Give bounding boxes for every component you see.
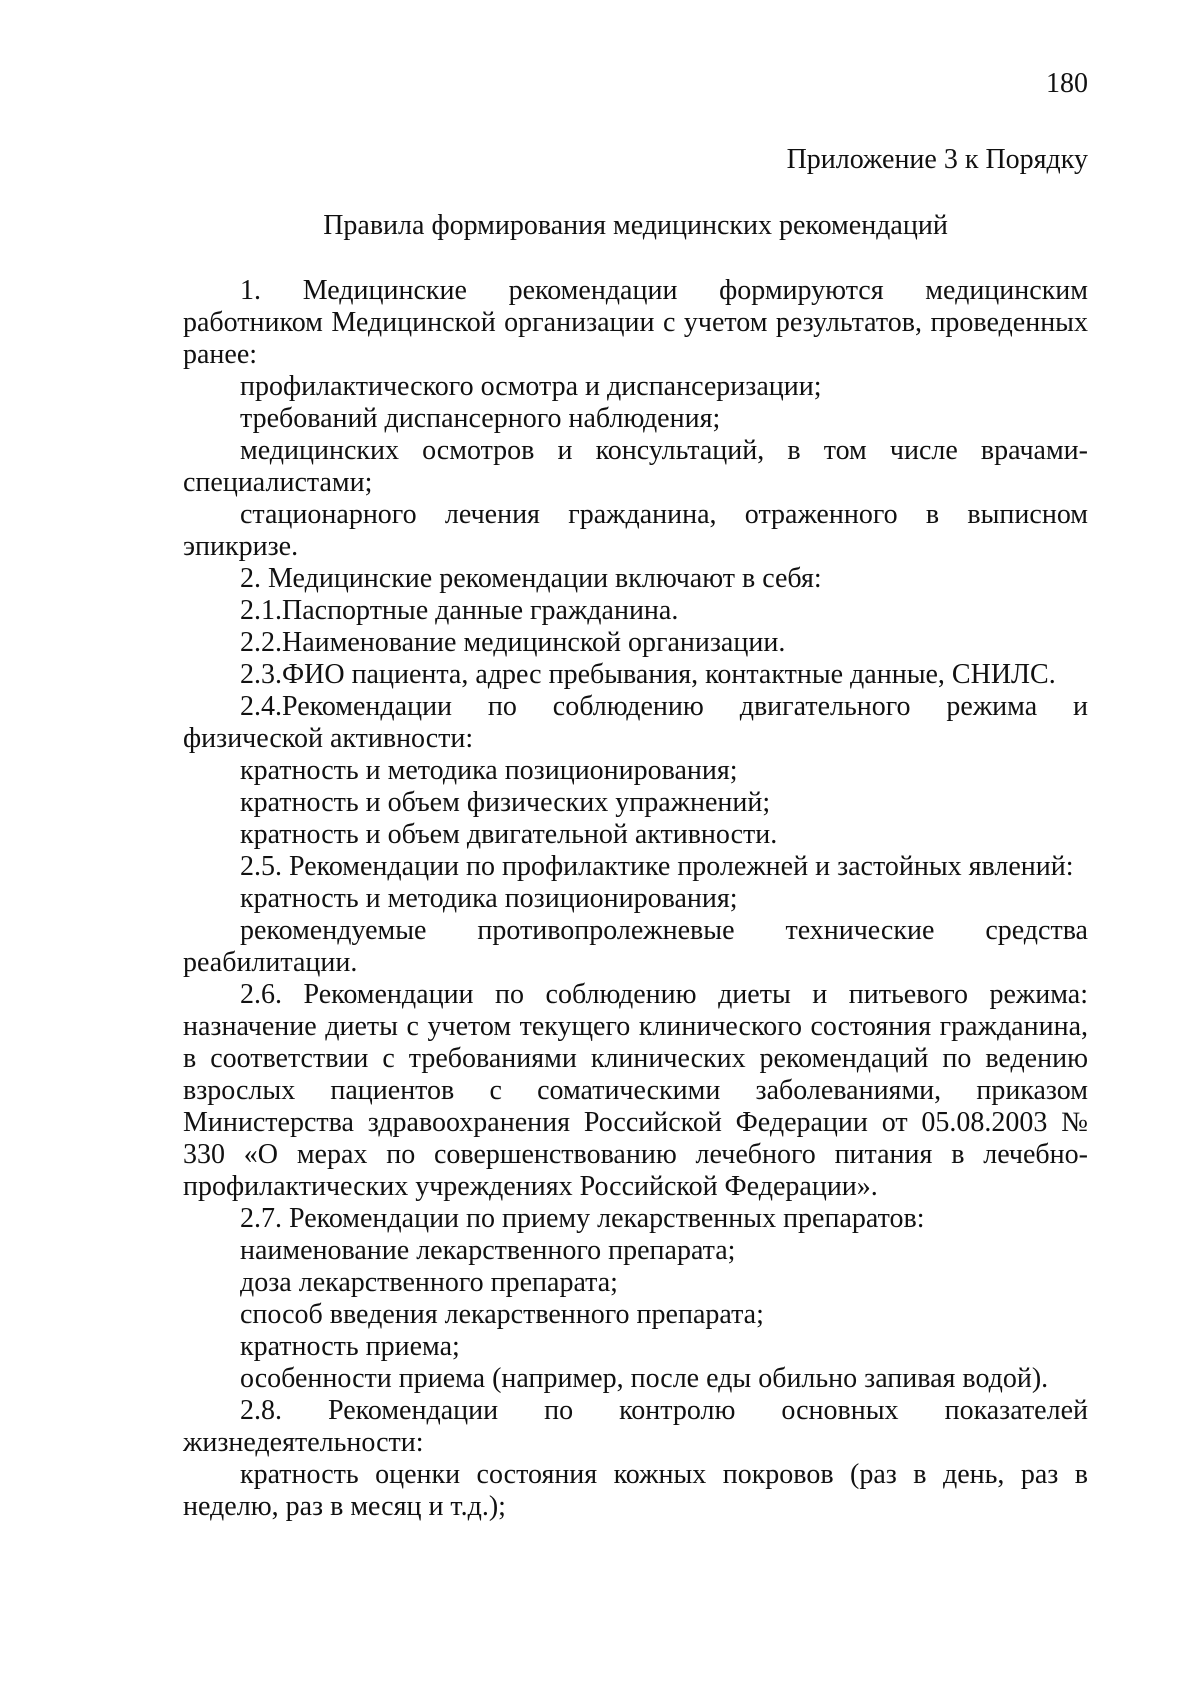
list-item: профилактического осмотра и диспансеризации; (240, 371, 822, 402)
subsection-2-8: 2.8. Рекомендации по контролю основных показателей жизнедеятельности: (183, 1395, 1088, 1458)
subsection-2-7: 2.7. Рекомендации по приему лекарственных препаратов: (240, 1203, 925, 1234)
subsection-2-6: 2.6. Рекомендации по соблюдению диеты и питьевого режима: назначение диеты с учетом текущего клинического состояния гражданина, в соответствии с требованиями клинических рекомендаций по ведению взрослых пациентов с соматическими заболеваниями, приказом Министерства здравоохранения Российской Федерации от 05.08.2003 № 330 «О мерах по совершенствованию лечебного питания в лечебно-профилактических учреждениях Российской Федерации». (183, 979, 1088, 1202)
appendix-label: Приложение 3 к Порядку (786, 144, 1088, 175)
paragraph-1: 1. Медицинские рекомендации формируются медицинским работником Медицинской организации с учетом результатов, проведенных ранее: (183, 275, 1088, 370)
list-item: кратность и методика позиционирования; (240, 883, 738, 914)
list-item: требований диспансерного наблюдения; (240, 403, 721, 434)
subsection-2-1: 2.1.Паспортные данные гражданина. (240, 595, 679, 626)
list-item: способ введения лекарственного препарата; (240, 1299, 764, 1330)
paragraph-2: 2. Медицинские рекомендации включают в себя: (240, 563, 822, 594)
subsection-2-4: 2.4.Рекомендации по соблюдению двигательного режима и физической активности: (183, 691, 1088, 754)
document-body (183, 275, 1088, 1523)
list-item: доза лекарственного препарата; (240, 1267, 618, 1298)
list-item: кратность приема; (240, 1331, 460, 1362)
list-item: кратность оценки состояния кожных покровов (раз в день, раз в неделю, раз в месяц и т.д.); (183, 1459, 1088, 1522)
list-item: кратность и объем двигательной активности. (240, 819, 778, 850)
document-page (183, 0, 1088, 1697)
list-item: стационарного лечения гражданина, отраженного в выписном эпикризе. (183, 499, 1088, 562)
list-item: медицинских осмотров и консультаций, в том числе врачами-специалистами; (183, 435, 1088, 498)
list-item: наименование лекарственного препарата; (240, 1235, 736, 1266)
subsection-2-2: 2.2.Наименование медицинской организации. (240, 627, 786, 658)
list-item: кратность и объем физических упражнений; (240, 787, 771, 818)
page-number: 180 (1046, 68, 1088, 99)
list-item: рекомендуемые противопролежневые технические средства реабилитации. (183, 915, 1088, 978)
subsection-2-3: 2.3.ФИО пациента, адрес пребывания, контактные данные, СНИЛС. (240, 659, 1056, 690)
list-item: особенности приема (например, после еды обильно запивая водой). (240, 1363, 1049, 1394)
list-item: кратность и методика позиционирования; (240, 755, 738, 786)
document-title: Правила формирования медицинских рекомендаций (323, 210, 948, 241)
subsection-2-5: 2.5. Рекомендации по профилактике пролежней и застойных явлений: (240, 851, 1074, 882)
